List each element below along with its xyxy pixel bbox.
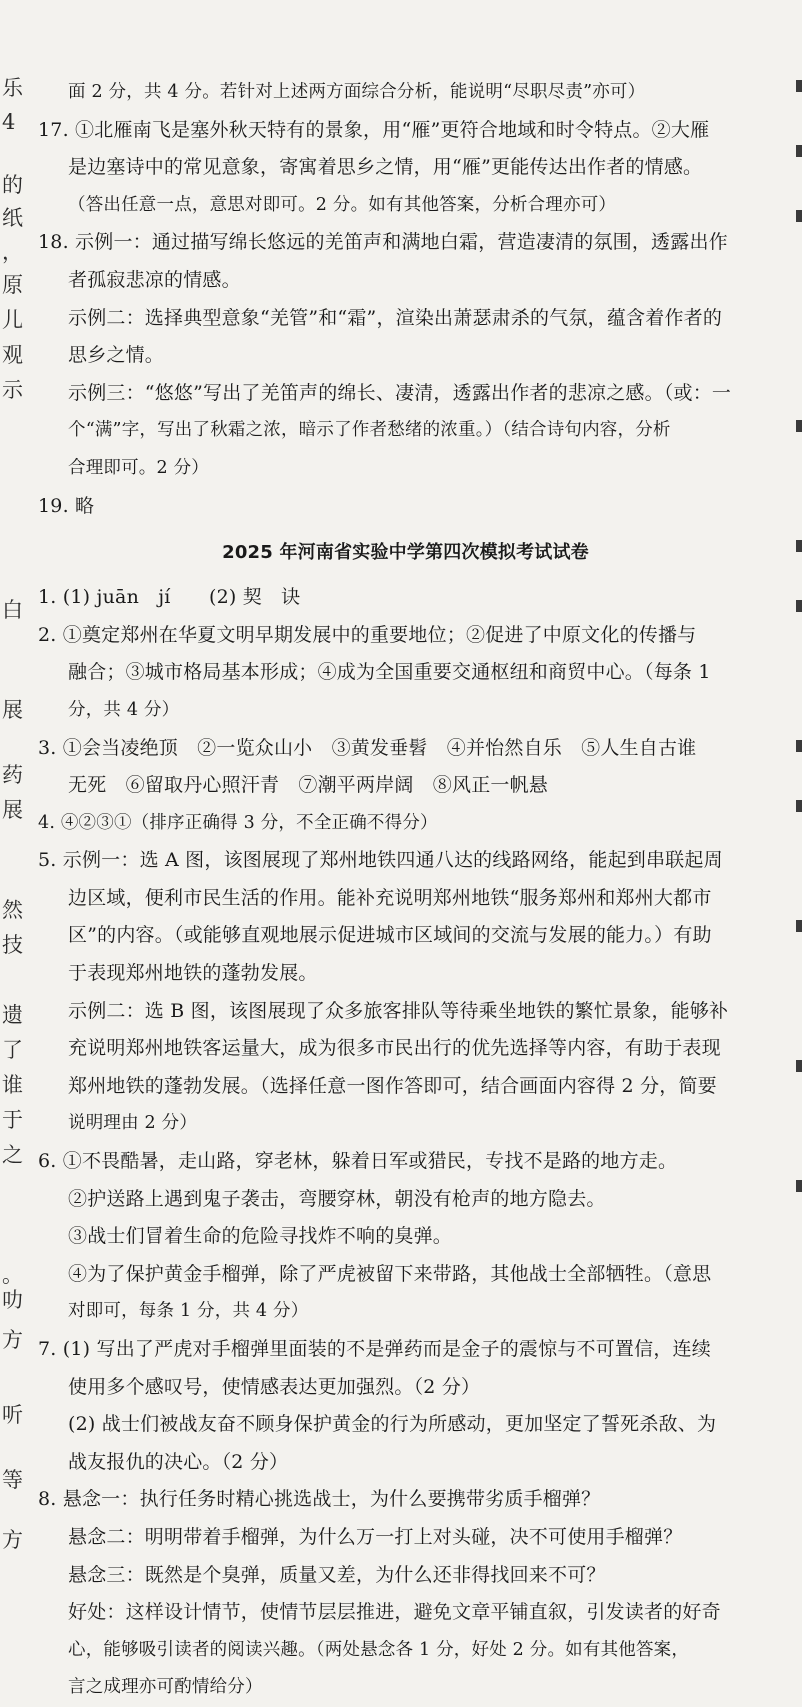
bleed-char: 4 [2,110,16,134]
bleed-mark [796,920,802,932]
answer-line: 个“满”字，写出了秋霜之浓，暗示了作者愁绪的浓重。）（结合诗句内容，分析 [68,420,671,441]
bleed-mark [796,145,802,157]
bleed-char: 叻 [2,1288,23,1312]
bleed-mark [796,420,802,432]
bleed-char: 听 [2,1403,23,1427]
answer-line: ③战士们冒着生命的危险寻找炸不响的臭弹。 [68,1225,453,1248]
bleed-mark [796,800,802,812]
bleed-char: 药 [2,763,23,787]
answer-line: 心，能够吸引读者的阅读兴趣。（两处悬念各 1 分，好处 2 分。如有其他答案， [68,1639,690,1660]
answer-line: 充说明郑州地铁客运量大，成为很多市民出行的优先选择等内容，有助于表现 [68,1037,721,1060]
answer-line: 示例三：“悠悠”写出了羌笛声的绵长、凄清，透露出作者的悲凉之感。（或：一 [68,381,732,404]
answer-line: 者孤寂悲凉的情感。 [68,268,241,291]
bleed-char: 展 [2,698,23,722]
answer-line: 5. 示例一：选 A 图，该图展现了郑州地铁四通八达的线路网络，能起到串联起周 [38,849,723,872]
bleed-char: 儿 [2,308,23,332]
answer-line: 面 2 分，共 4 分。若针对上述两方面综合分析，能说明“尽职尽责”亦可） [68,82,646,102]
bleed-char: ， [2,240,23,264]
answer-line: 19. 略 [38,494,95,517]
answer-line: 区”的内容。（或能够直观地展示促进城市区域间的交流与发展的能力。）有助 [68,924,712,947]
bleed-char: 。 [2,1263,23,1287]
answer-line: 无死 ⑥留取丹心照汗青 ⑦潮平两岸阔 ⑧风正一帆悬 [68,774,549,797]
bleed-char: 等 [2,1468,23,1492]
answer-line: 合理即可。2 分） [68,457,209,478]
bleed-mark [796,740,802,752]
answer-line: ④为了保护黄金手榴弹，除了严虎被留下来带路，其他战士全部牺牲。（意思 [68,1262,712,1285]
bleed-char: 原 [2,273,23,297]
answer-line: ②护送路上遇到鬼子袭击，弯腰穿林，朝没有枪声的地方隐去。 [68,1187,606,1210]
right-page-bleed [792,0,802,1684]
answer-line: 好处：这样设计情节，使情节层层推进，避免文章平铺直叙，引发读者的好奇 [68,1601,721,1624]
answer-line: 说明理由 2 分） [68,1113,198,1134]
bleed-char: 技 [2,933,23,957]
answer-line: 1. (1) juān jí (2) 契 诀 [38,586,301,609]
answer-line: 战友报仇的决心。（2 分） [68,1450,289,1473]
answer-line: 悬念二：明明带着手榴弹，为什么万一打上对头碰，决不可使用手榴弹？ [68,1525,683,1548]
answer-line: 言之成理亦可酌情给分） [68,1677,263,1698]
answer-line: 17. ①北雁南飞是塞外秋天特有的景象，用“雁”更符合地域和时令特点。②大雁 [38,118,710,141]
bleed-char: 的 [2,173,23,197]
answer-line: 示例二：选择典型意象“羌管”和“霜”，渲染出萧瑟肃杀的气氛，蕴含着作者的 [68,306,723,329]
bleed-char: 示 [2,378,23,402]
bleed-char: 方 [2,1528,23,1552]
bleed-mark [796,1180,802,1192]
bleed-mark [796,1060,802,1072]
answer-key-body [38,74,773,1707]
answer-line: 3. ①会当凌绝顶 ②一览众山小 ③黄发垂髫 ④并怡然自乐 ⑤人生自古谁 [38,736,697,759]
answer-line: 2. ①奠定郑州在华夏文明早期发展中的重要地位；②促进了中原文化的传播与 [38,623,697,646]
answer-line: 18. 示例一：通过描写绵长悠远的羌笛声和满地白霜，营造凄清的氛围，透露出作 [38,231,728,254]
answer-line: 示例二：选 B 图，该图展现了众多旅客排队等待乘坐地铁的繁忙景象，能够补 [68,999,729,1022]
answer-line: 使用多个感叹号，使情感表达更加强烈。（2 分） [68,1375,481,1398]
answer-line: 边区域，便利市民生活的作用。能补充说明郑州地铁“服务郑州和郑州大都市 [68,886,712,909]
bleed-char: 展 [2,798,23,822]
answer-line: 8. 悬念一：执行任务时精心挑选战士，为什么要携带劣质手榴弹？ [38,1488,601,1511]
bleed-char: 乐 [2,76,23,100]
bleed-char: 了 [2,1038,23,1062]
bleed-char: 观 [2,343,23,367]
bleed-char: 方 [2,1328,23,1352]
bleed-char: 遗 [2,1003,23,1027]
answer-line: 分，共 4 分） [68,699,180,720]
answer-line: (2) 战士们被战友奋不顾身保护黄金的行为所感动，更加坚定了誓死杀敌、为 [68,1413,717,1436]
bleed-mark [796,80,802,92]
bleed-mark [796,540,802,552]
exam-answers [38,579,773,1707]
answer-line: （答出任意一点，意思对即可。2 分。如有其他答案，分析合理亦可） [68,194,617,215]
bleed-char: 之 [2,1143,23,1167]
bleed-char: 白 [2,598,23,622]
answer-line: 对即可，每条 1 分，共 4 分） [68,1301,309,1322]
bleed-mark [796,210,802,222]
bleed-char: 然 [2,898,23,922]
bleed-char: 纸 [2,206,23,230]
answer-line: 郑州地铁的蓬勃发展。（选择任意一图作答即可，结合画面内容得 2 分，简要 [68,1074,717,1097]
previous-exam-answers [38,74,773,525]
answer-line: 4. ④②③①（排序正确得 3 分，不全正确不得分） [38,812,438,833]
answer-line: 6. ①不畏酷暑，走山路，穿老林，躲着日军或猎民，专找不是路的地方走。 [38,1150,678,1173]
section-title: 2025 年河南省实验中学第四次模拟考试试卷 [222,542,589,564]
answer-line: 融合；③城市格局基本形成；④成为全国重要交通枢纽和商贸中心。（每条 1 [68,661,711,684]
answer-line: 是边塞诗中的常见意象，寄寓着思乡之情，用“雁”更能传达出作者的情感。 [68,156,703,179]
bleed-mark [796,600,802,612]
answer-line: 思乡之情。 [68,344,165,367]
left-page-bleed [2,0,26,1684]
bleed-char: 谁 [2,1073,23,1097]
answer-line: 悬念三：既然是个臭弹，质量又差，为什么还非得找回来不可？ [68,1563,606,1586]
bleed-char: 于 [2,1108,23,1132]
answer-line: 7. (1) 写出了严虎对手榴弹里面装的不是弹药而是金子的震惊与不可置信，连续 [38,1338,711,1360]
answer-line: 于表现郑州地铁的蓬勃发展。 [68,962,318,985]
